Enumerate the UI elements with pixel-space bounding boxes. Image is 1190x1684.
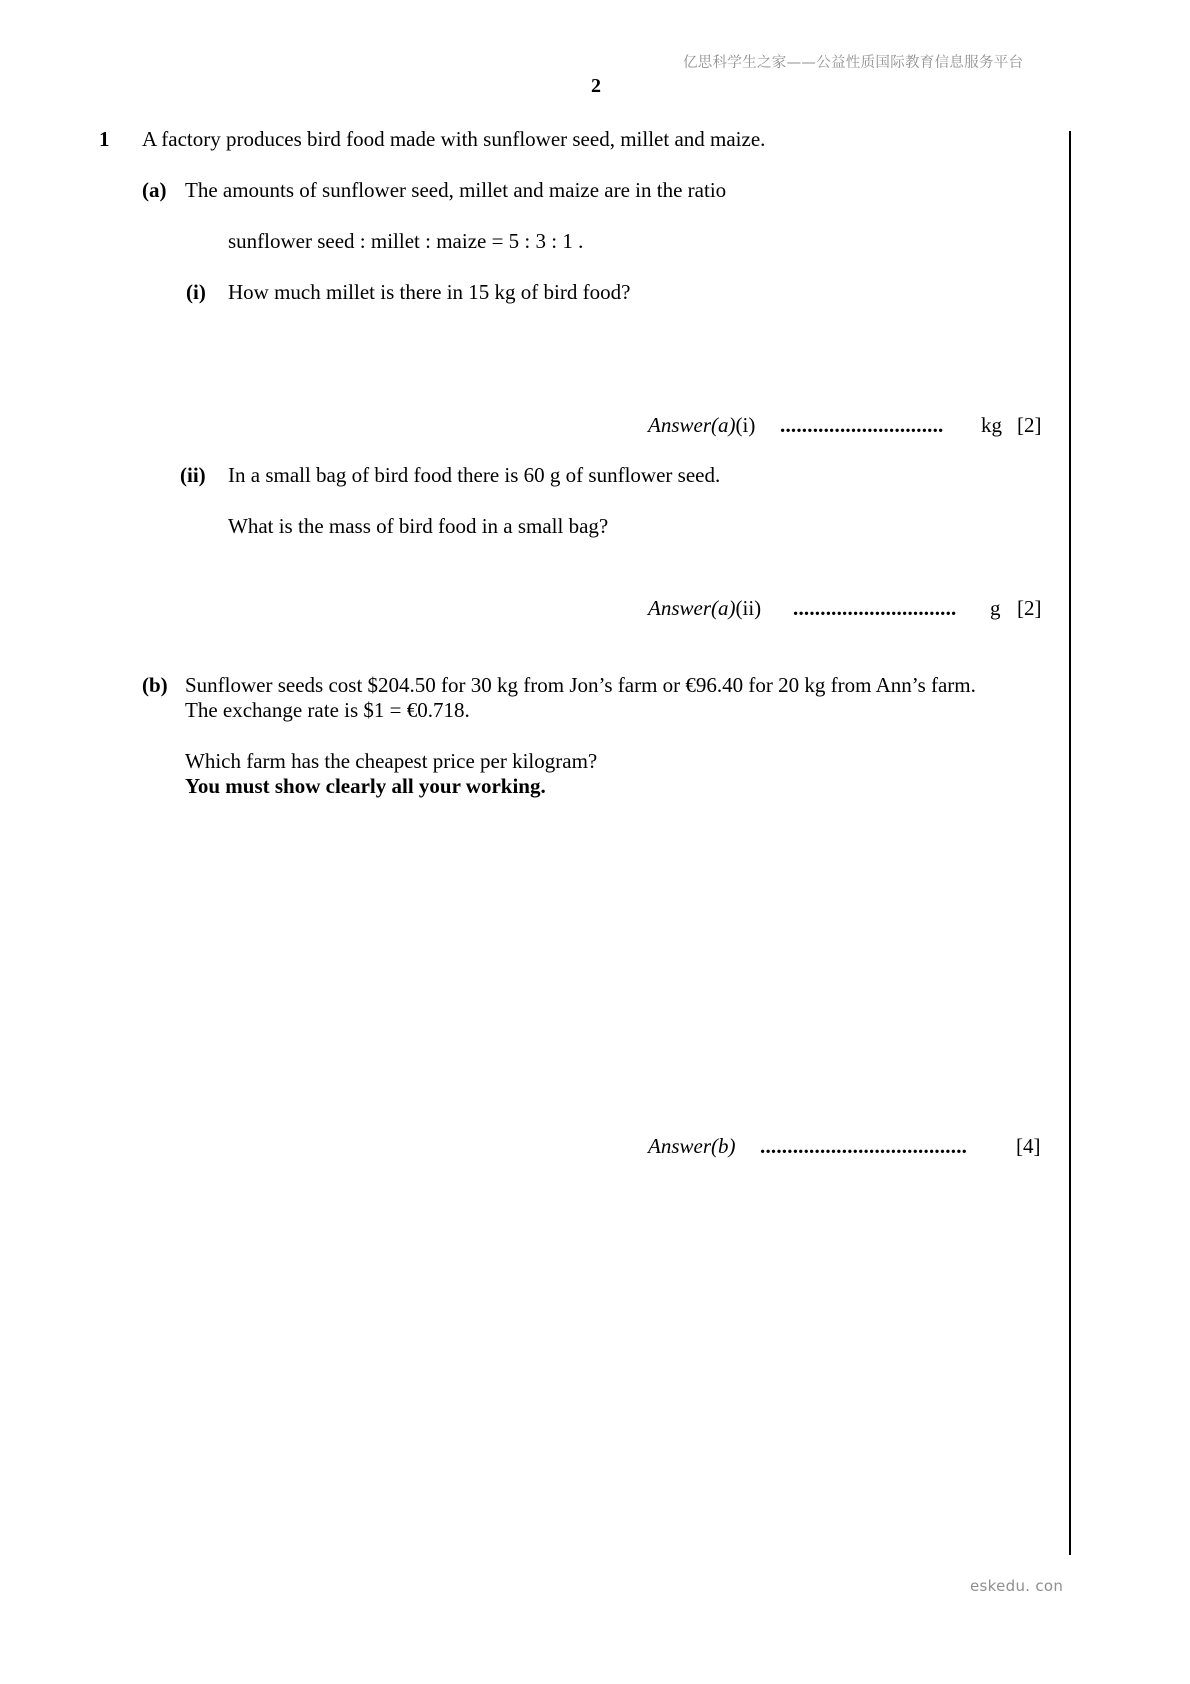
- answer-a-i-line[interactable]: ..............................: [780, 413, 944, 437]
- part-b-line2: The exchange rate is $1 = €0.718.: [185, 698, 470, 722]
- answer-a-i-marks: [2]: [1017, 413, 1042, 437]
- answer-a-ii-line[interactable]: ..............................: [793, 596, 957, 620]
- part-b-label: (b): [142, 673, 168, 697]
- answer-b-label: Answer(b): [648, 1134, 736, 1158]
- question-number: 1: [99, 127, 110, 151]
- answer-b-marks: [4]: [1016, 1134, 1041, 1158]
- ratio-statement: sunflower seed : millet : maize = 5 : 3 : 1 .: [228, 229, 584, 253]
- answer-a-i-unit: kg: [981, 413, 1002, 437]
- footer-watermark: eskedu. con: [970, 1577, 1064, 1595]
- answer-a-ii-label: Answer(a)(ii): [648, 596, 762, 620]
- part-a-text: The amounts of sunflower seed, millet and maize are in the ratio: [185, 178, 727, 202]
- part-a-label: (a): [142, 178, 167, 202]
- sub-ii-label: (ii): [180, 463, 206, 487]
- answer-b-line[interactable]: ......................................: [760, 1134, 968, 1158]
- part-b-question: Which farm has the cheapest price per kilogram?: [185, 749, 598, 773]
- page-number: 2: [591, 75, 601, 97]
- part-b-instruction: You must show clearly all your working.: [185, 774, 546, 798]
- header-watermark: 亿思科学生之家——公益性质国际教育信息服务平台: [683, 55, 1024, 71]
- sub-ii-question: What is the mass of bird food in a small bag?: [228, 514, 609, 538]
- part-b-line1: Sunflower seeds cost $204.50 for 30 kg from Jon’s farm or €96.40 for 20 kg from Ann’s farm.: [185, 673, 976, 697]
- sub-i-label: (i): [186, 280, 206, 304]
- answer-a-i-label: Answer(a)(i): [648, 413, 756, 437]
- answer-a-ii-marks: [2]: [1017, 596, 1042, 620]
- margin-line: [1069, 131, 1071, 1555]
- answer-a-ii-unit: g: [990, 596, 1001, 620]
- sub-ii-text: In a small bag of bird food there is 60 g of sunflower seed.: [228, 463, 721, 487]
- question-intro: A factory produces bird food made with sunflower seed, millet and maize.: [142, 127, 766, 151]
- sub-i-text: How much millet is there in 15 kg of bird food?: [228, 280, 631, 304]
